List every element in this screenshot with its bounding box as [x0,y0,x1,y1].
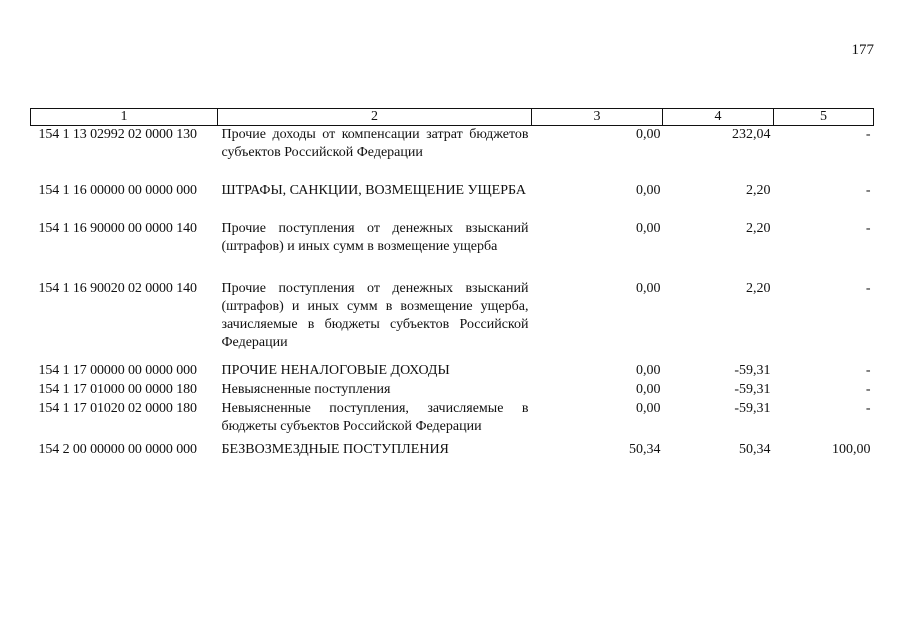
row-col3: 0,00 [636,221,661,236]
header-col-3: 3 [532,109,663,126]
row-col3: 50,34 [629,442,661,457]
row-col5: - [865,183,871,198]
row-col5: - [865,281,871,296]
row-col4: 50,34 [739,442,771,457]
row-name: Прочие поступления от денежных взысканий (штрафов) и иных сумм в возмещение ущерба, зачисляемые в бюджеты субъектов Российской Федерации [221,281,529,350]
row-col5: - [865,382,871,397]
row-col5: - [865,363,871,378]
row-name: Прочие поступления от денежных взысканий (штрафов) и иных сумм в возмещение ущерба [221,221,529,254]
table-row [31,126,874,183]
table-row [31,280,874,362]
row-code: 154 1 17 01020 02 0000 180 [38,401,197,416]
row-code: 154 1 17 00000 00 0000 000 [38,363,197,378]
row-col3: 0,00 [636,363,661,378]
row-col3: 0,00 [636,382,661,397]
row-name: ШТРАФЫ, САНКЦИИ, ВОЗМЕЩЕНИЕ УЩЕРБА [221,183,526,198]
header-col-5: 5 [774,109,874,126]
row-col3: 0,00 [636,401,661,416]
row-col4: 232,04 [732,127,771,142]
header-col-4: 4 [663,109,774,126]
row-name: БЕЗВОЗМЕЗДНЫЕ ПОСТУПЛЕНИЯ [221,442,449,457]
row-col4: -59,31 [734,382,771,397]
row-name: ПРОЧИЕ НЕНАЛОГОВЫЕ ДОХОДЫ [221,363,450,378]
table-row [31,182,874,220]
table-row [31,400,874,441]
row-col5: 100,00 [832,442,871,457]
row-col5: - [865,401,871,416]
row-col3: 0,00 [636,127,661,142]
row-name: Прочие доходы от компенсации затрат бюджетов субъектов Российской Федерации [221,127,529,160]
row-col3: 0,00 [636,183,661,198]
row-col4: 2,20 [746,183,771,198]
budget-table [30,108,874,460]
table-body [31,126,874,461]
row-col5: - [865,221,871,236]
row-name: Невыясненные поступления, зачисляемые в бюджеты субъектов Российской Федерации [221,401,529,434]
page-number: 177 [851,42,874,58]
row-col4: -59,31 [734,363,771,378]
row-code: 154 1 16 90000 00 0000 140 [38,221,197,236]
row-code: 154 1 17 01000 00 0000 180 [38,382,197,397]
table-row [31,381,874,400]
row-code: 154 1 16 90020 02 0000 140 [38,281,197,296]
row-name: Невыясненные поступления [221,382,391,397]
table-row [31,441,874,460]
row-code: 154 1 13 02992 02 0000 130 [38,127,197,142]
row-col4: -59,31 [734,401,771,416]
row-col4: 2,20 [746,221,771,236]
row-col3: 0,00 [636,281,661,296]
row-col4: 2,20 [746,281,771,296]
header-col-2: 2 [218,109,532,126]
header-col-1: 1 [31,109,218,126]
table-row [31,220,874,280]
table-header [31,109,874,126]
table-row [31,362,874,381]
row-code: 154 2 00 00000 00 0000 000 [38,442,197,457]
row-code: 154 1 16 00000 00 0000 000 [38,183,197,198]
row-col5: - [865,127,871,142]
header-row [31,109,874,126]
